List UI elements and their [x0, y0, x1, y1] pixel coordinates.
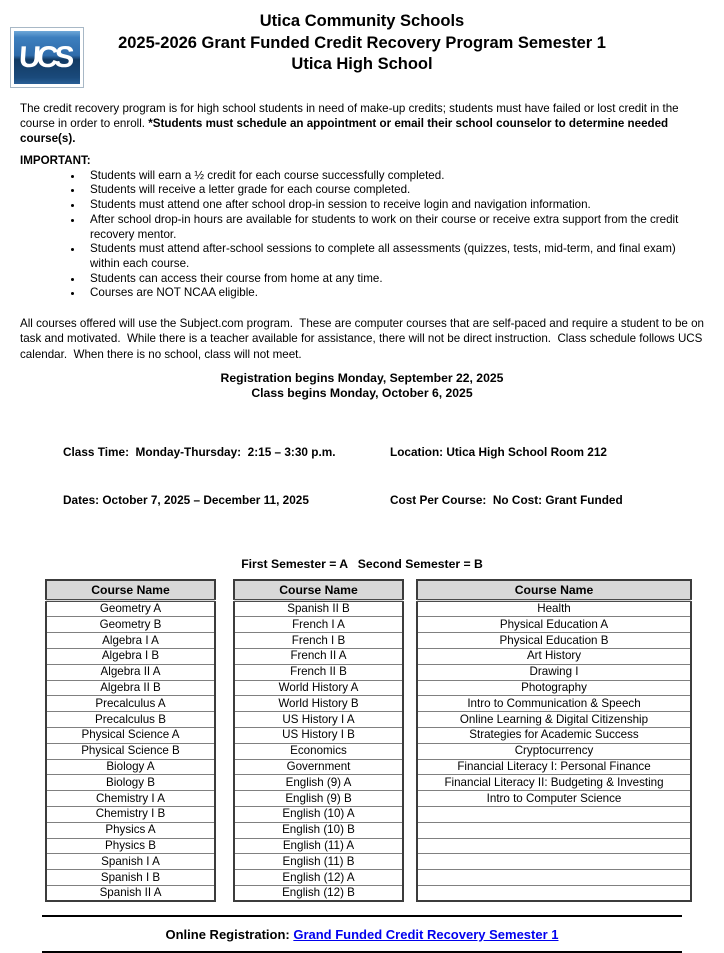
title-school: Utica High School [291, 55, 433, 73]
bullet-item: • Students will receive a letter grade for each course completed. [84, 183, 704, 198]
table-row [234, 601, 403, 617]
table-row [417, 822, 691, 838]
course-table-2-header: Course Name [234, 580, 403, 601]
course-cell: Spanish I A [46, 854, 215, 870]
table-row [417, 885, 691, 901]
course-cell: Algebra I A [46, 633, 215, 649]
course-table-3 [416, 579, 692, 902]
schedule-left-column [63, 412, 390, 540]
table-row [234, 633, 403, 649]
table-row [234, 791, 403, 807]
table-row [46, 806, 215, 822]
table-row [46, 885, 215, 901]
table-row [417, 664, 691, 680]
course-cell: Algebra I B [46, 649, 215, 665]
table-row [417, 854, 691, 870]
course-cell: English (10) B [234, 822, 403, 838]
table-row [417, 870, 691, 886]
table-row [46, 743, 215, 759]
table-row [234, 759, 403, 775]
course-cell: Algebra II A [46, 664, 215, 680]
course-cell: Physical Science A [46, 727, 215, 743]
course-table-1-body [46, 601, 215, 901]
table-row [234, 822, 403, 838]
online-registration-label: Online Registration: [165, 926, 294, 942]
table-row [46, 617, 215, 633]
bullet-item: • Students can access their course from home at any time. [84, 272, 704, 287]
table-row [417, 775, 691, 791]
course-table-3-header: Course Name [417, 580, 691, 601]
course-cell [417, 822, 691, 838]
location-line: Location: Utica High School Room 212 [390, 444, 607, 459]
title-program: 2025-2026 Grant Funded Credit Recovery Program Semester 1 [118, 33, 606, 52]
online-registration-bar [42, 915, 682, 953]
table-row [417, 712, 691, 728]
course-cell: Physical Science B [46, 743, 215, 759]
course-cell: French I A [234, 617, 403, 633]
dates-line: Dates: October 7, 2025 – December 11, 2025 [63, 492, 309, 507]
course-cell: Physics B [46, 838, 215, 854]
table-row [234, 838, 403, 854]
table-row [417, 806, 691, 822]
table-row [417, 791, 691, 807]
document-title-block [0, 0, 724, 76]
course-cell: Intro to Computer Science [417, 791, 691, 807]
course-cell [417, 885, 691, 901]
table-row [234, 712, 403, 728]
table-row [234, 696, 403, 712]
course-cell: Algebra II B [46, 680, 215, 696]
table-row [46, 649, 215, 665]
ucs-logo-monogram: UCS [18, 40, 72, 74]
course-cell: Online Learning & Digital Citizenship [417, 712, 691, 728]
course-cell: Geometry A [46, 601, 215, 617]
course-cell: Financial Literacy I: Personal Finance [417, 759, 691, 775]
table-row [417, 743, 691, 759]
course-cell: World History B [234, 696, 403, 712]
intro-paragraph [20, 101, 704, 147]
bullet-item: • Students must attend after-school sessions to complete all assessments (quizzes, tests, mid-term, and final exam) within each course. [84, 242, 704, 271]
table-row [46, 791, 215, 807]
table-row [234, 649, 403, 665]
bullet-item: • After school drop-in hours are available for students to work on their course or receive extra support from the credit recovery mentor. [84, 213, 704, 242]
course-cell: Spanish II B [234, 601, 403, 617]
table-row [234, 664, 403, 680]
table-row [417, 727, 691, 743]
course-cell: Health [417, 601, 691, 617]
table-row [46, 601, 215, 617]
course-cell: English (11) A [234, 838, 403, 854]
course-cell [417, 854, 691, 870]
ucs-logo-background [14, 31, 80, 84]
table-row [46, 727, 215, 743]
table-row [234, 727, 403, 743]
course-cell: English (12) B [234, 885, 403, 901]
table-row [46, 664, 215, 680]
course-cell: Financial Literacy II: Budgeting & Investing [417, 775, 691, 791]
table-row [234, 806, 403, 822]
course-cell: Photography [417, 680, 691, 696]
table-row [46, 633, 215, 649]
registration-block [20, 371, 704, 402]
course-table-3-body [417, 601, 691, 901]
table-row [46, 775, 215, 791]
intro-text: The credit recovery program is for high school students in need of make-up credits; students must have failed or lost credit in the course in order to enroll. [20, 101, 682, 130]
course-cell: English (9) B [234, 791, 403, 807]
schedule-right-column [390, 412, 623, 540]
subject-paragraph: All courses offered will use the Subject.com program. These are computer courses that are self-paced and require a student to be on task and motivated. While there is a teacher available for assistance, there will not be direct instruction. Class schedule follows UCS calendar. When there is no school, class will not meet. [20, 317, 708, 361]
course-cell: Art History [417, 649, 691, 665]
course-cell: Drawing I [417, 664, 691, 680]
course-cell: Spanish II A [46, 885, 215, 901]
course-cell [417, 838, 691, 854]
table-row [46, 838, 215, 854]
course-tables [0, 579, 724, 902]
course-cell: Chemistry I A [46, 791, 215, 807]
important-heading: IMPORTANT: [20, 154, 91, 168]
table-row [234, 885, 403, 901]
table-row [234, 854, 403, 870]
course-cell: Precalculus A [46, 696, 215, 712]
table-row [46, 712, 215, 728]
semester-legend: First Semester = A Second Semester = B [241, 556, 483, 571]
course-cell: English (9) A [234, 775, 403, 791]
course-cell: World History A [234, 680, 403, 696]
course-table-2-body [234, 601, 403, 901]
course-cell: US History I A [234, 712, 403, 728]
intro-bold-note: *Students must schedule an appointment or email their school counselor to determine needed course(s). [20, 116, 672, 146]
course-table-2 [233, 579, 404, 902]
course-cell: Spanish I B [46, 870, 215, 886]
course-cell: French II B [234, 664, 403, 680]
table-row [234, 775, 403, 791]
course-cell: French II A [234, 649, 403, 665]
course-cell: Precalculus B [46, 712, 215, 728]
course-cell: Cryptocurrency [417, 743, 691, 759]
ucs-logo [10, 27, 84, 88]
bullet-item: • Students will earn a ½ credit for each course successfully completed. [84, 169, 704, 184]
body-content [0, 101, 724, 571]
course-cell: Government [234, 759, 403, 775]
table-row [234, 617, 403, 633]
course-cell: English (12) A [234, 870, 403, 886]
table-row [417, 696, 691, 712]
table-row [46, 870, 215, 886]
table-row [417, 617, 691, 633]
table-row [417, 633, 691, 649]
class-time-line: Class Time: Monday-Thursday: 2:15 – 3:30 p.m. [63, 444, 336, 459]
table-row [46, 854, 215, 870]
table-row [417, 601, 691, 617]
course-cell: English (10) A [234, 806, 403, 822]
course-cell [417, 806, 691, 822]
course-table-1 [45, 579, 216, 902]
table-row [46, 759, 215, 775]
course-cell: Intro to Communication & Speech [417, 696, 691, 712]
course-cell: Geometry B [46, 617, 215, 633]
table-row [46, 680, 215, 696]
course-table-1-header: Course Name [46, 580, 215, 601]
course-cell: Physics A [46, 822, 215, 838]
table-row [417, 838, 691, 854]
course-cell: English (11) B [234, 854, 403, 870]
registration-link[interactable]: Grand Funded Credit Recovery Semester 1 [293, 926, 559, 942]
course-cell [417, 870, 691, 886]
course-cell: US History I B [234, 727, 403, 743]
course-cell: French I B [234, 633, 403, 649]
course-cell: Physical Education A [417, 617, 691, 633]
table-row [234, 743, 403, 759]
table-row [234, 870, 403, 886]
table-row [46, 696, 215, 712]
important-bullet-list [20, 169, 704, 301]
course-cell: Economics [234, 743, 403, 759]
course-cell: Biology A [46, 759, 215, 775]
bullet-item: • Students must attend one after school drop-in session to receive login and navigation information. [84, 198, 704, 213]
course-cell: Chemistry I B [46, 806, 215, 822]
table-row [417, 649, 691, 665]
table-row [417, 680, 691, 696]
class-begins-line: Class begins Monday, October 6, 2025 [251, 386, 473, 401]
bullet-item: • Courses are NOT NCAA eligible. [84, 286, 704, 301]
cost-line: Cost Per Course: No Cost: Grant Funded [390, 492, 623, 507]
schedule-block [20, 412, 704, 540]
course-cell: Strategies for Academic Success [417, 727, 691, 743]
table-row [234, 680, 403, 696]
table-row [417, 759, 691, 775]
table-row [46, 822, 215, 838]
registration-begins-line: Registration begins Monday, September 22, 2025 [220, 370, 504, 385]
course-cell: Biology B [46, 775, 215, 791]
title-district: Utica Community Schools [259, 12, 465, 30]
course-cell: Physical Education B [417, 633, 691, 649]
